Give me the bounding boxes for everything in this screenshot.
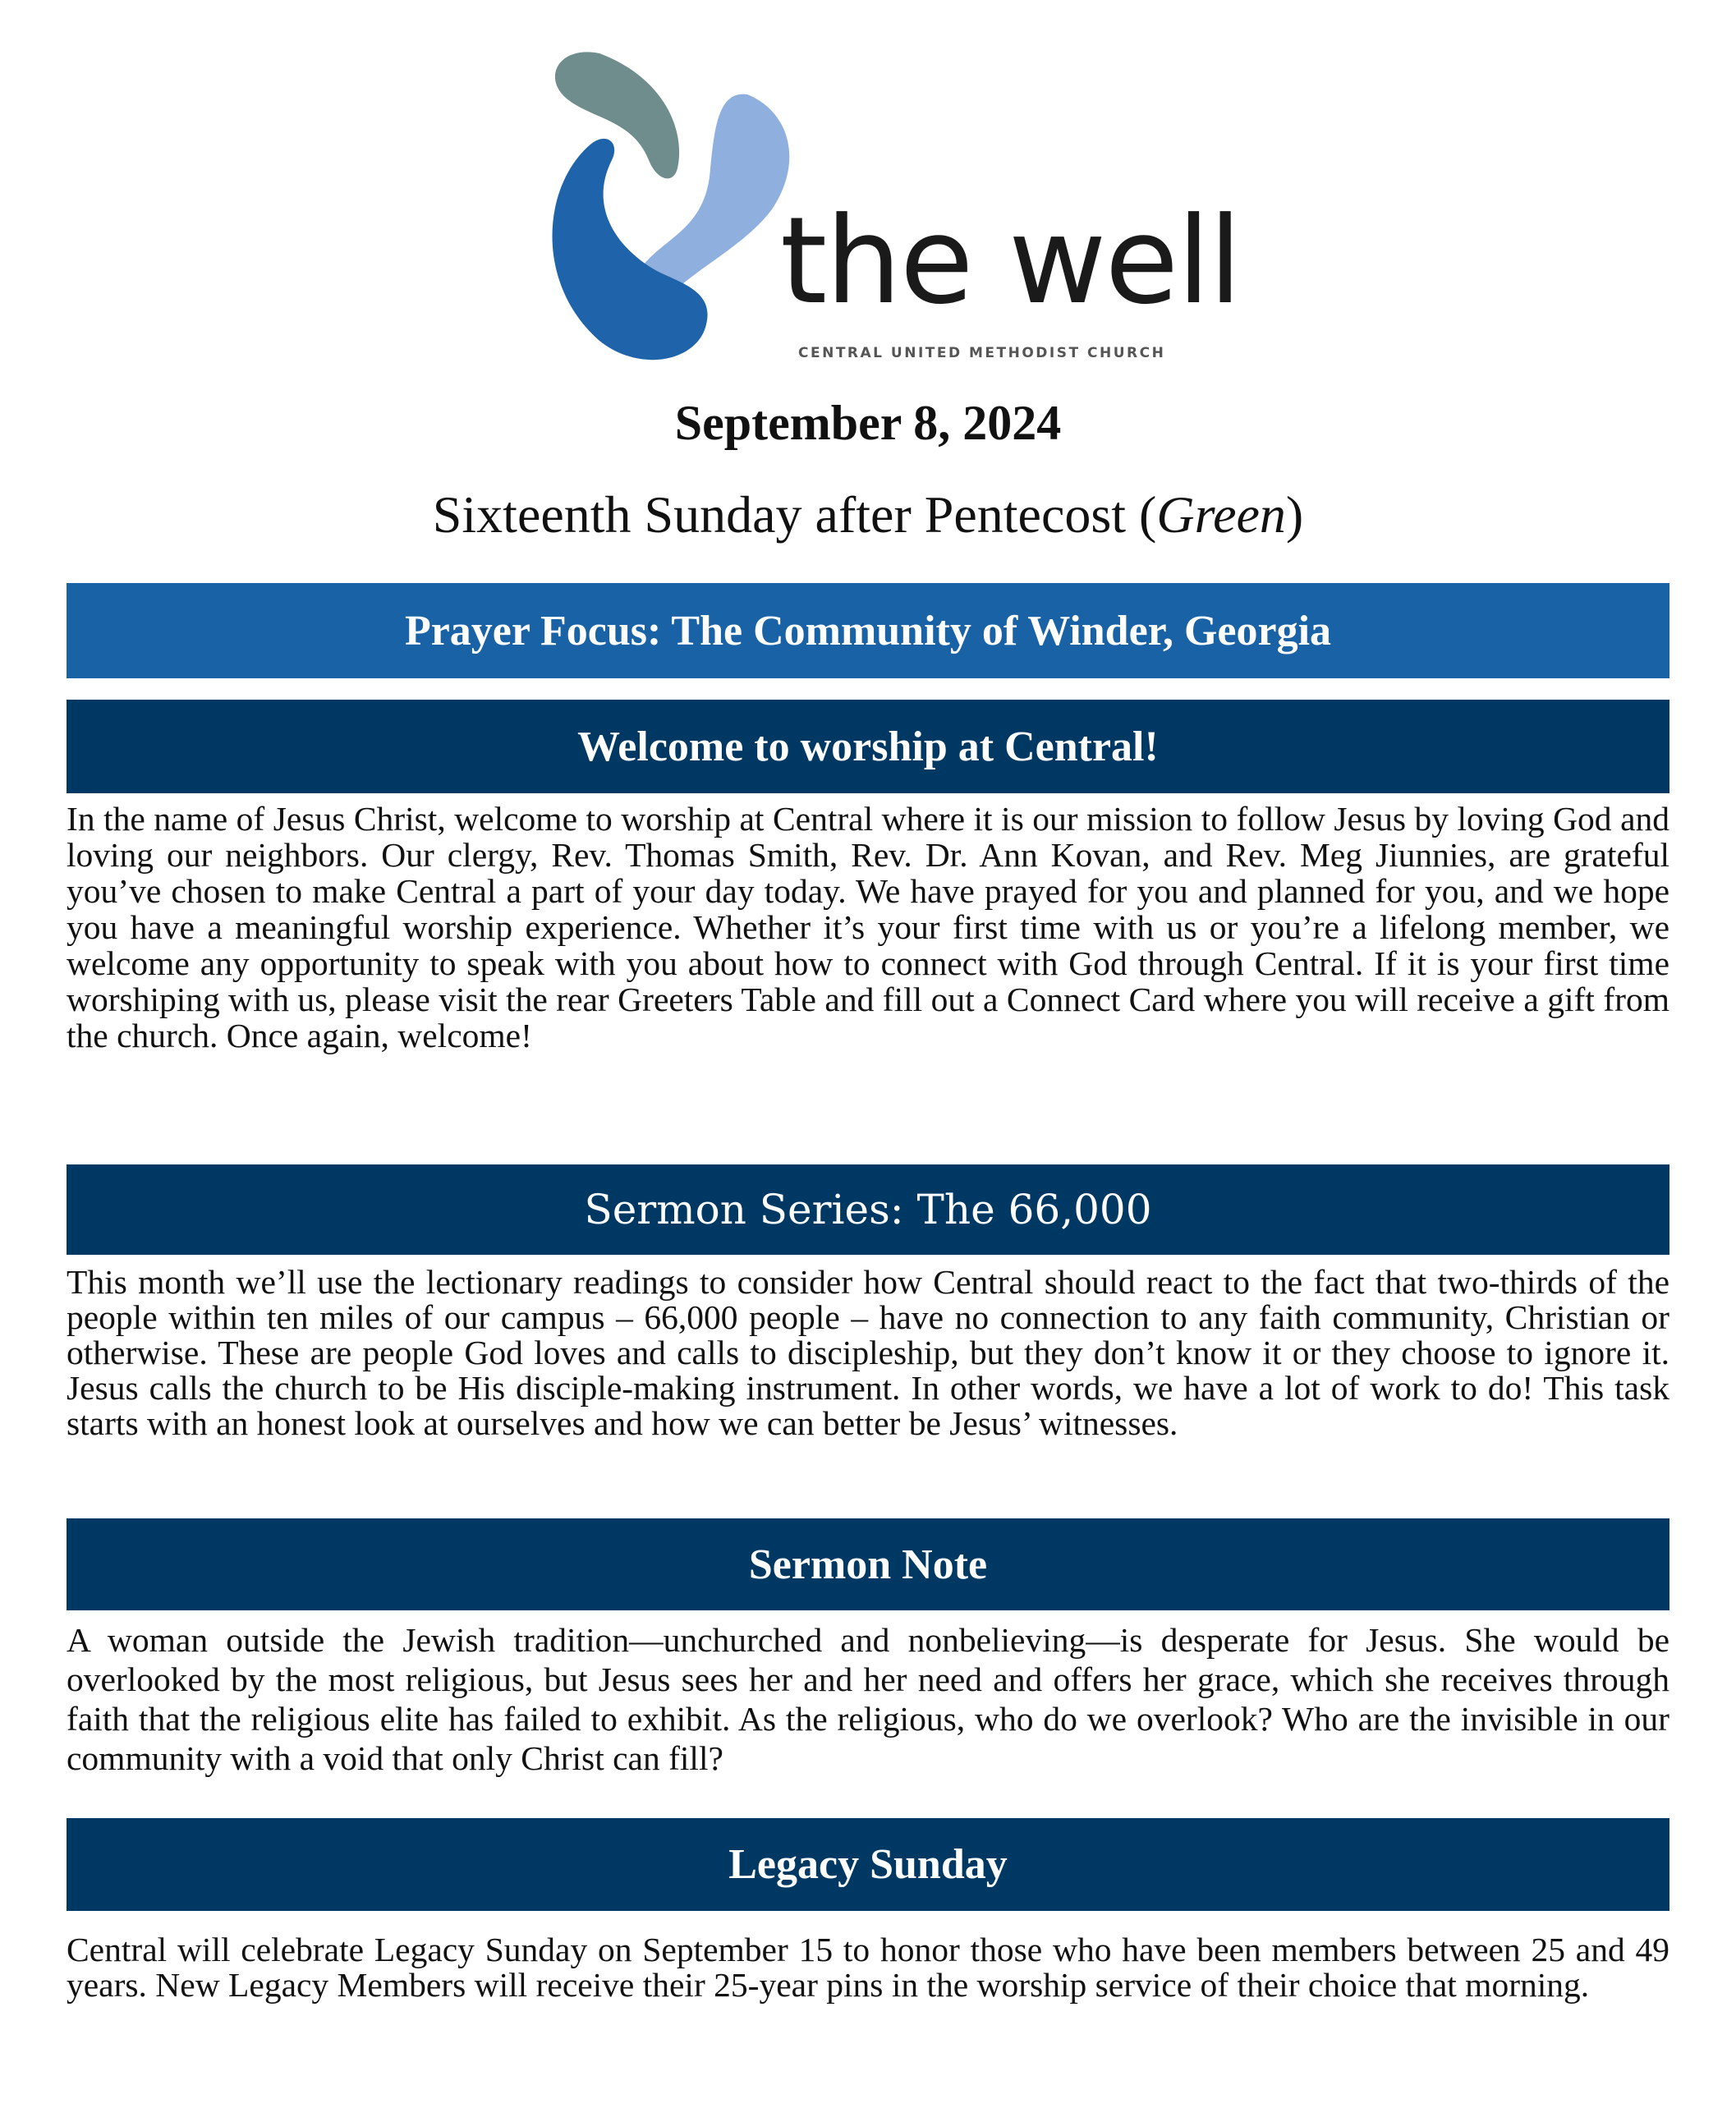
liturgical-color: Green: [1156, 485, 1286, 544]
liturgical-day-close: ): [1285, 485, 1304, 544]
liturgical-day: [0, 485, 1736, 544]
logo-subtitle: CENTRAL UNITED METHODIST CHURCH: [798, 345, 1166, 361]
water-drops-logo-icon: [542, 45, 805, 365]
welcome-body: In the name of Jesus Christ, welcome to worship at Central where it is our mission to follow Jesus by loving God and loving our neighbors. Our clergy, Rev. Thomas Smith, Rev. Dr. Ann Kovan, and Rev. Meg Jiunnies, are grateful you’ve chosen to make Central a part of your day today. We have prayed for you and planned for you, and we hope you have a meaningful worship experience. Whether it’s your first time with us or you’re a lifelong member, we welcome any opportunity to speak with you about how to connect with God through Central. If it is your first time worshiping with us, please visit the rear Greeters Table and fill out a Connect Card where you will receive a gift from the church. Once again, welcome!: [67, 800, 1669, 1054]
logo-drop-gray: [555, 52, 679, 178]
logo-wordmark: the well: [780, 191, 1241, 331]
bulletin-date: September 8, 2024: [674, 396, 1062, 450]
church-logo: [542, 45, 1241, 374]
prayer-focus-heading: Prayer Focus: The Community of Winder, Georgia: [67, 583, 1669, 678]
legacy-sunday-heading: Legacy Sunday: [67, 1818, 1669, 1911]
sermon-series-body: This month we’ll use the lectionary readings to consider how Central should react to the fact that two-thirds of the people within ten miles of our campus – 66,000 people – have no connection to any faith community, Christian or otherwise. These are people God loves and calls to discipleship, but they don’t know it or they choose to ignore it. Jesus calls the church to be His disciple-making instrument. In other words, we have a lot of work to do! This task starts with an honest look at ourselves and how we can better be Jesus’ witnesses.: [67, 1263, 1669, 1442]
sermon-note-heading: Sermon Note: [67, 1518, 1669, 1610]
liturgical-day-text: Sixteenth Sunday after Pentecost (: [432, 485, 1157, 544]
welcome-heading: Welcome to worship at Central!: [67, 700, 1669, 793]
legacy-sunday-body: Central will celebrate Legacy Sunday on September 15 to honor those who have been members between 25 and 49 years. New Legacy Members will receive their 25-year pins in the worship service of their choice that morning.: [67, 1931, 1669, 2004]
sermon-note-body: A woman outside the Jewish tradition—unchurched and nonbelieving—is desperate for Jesus. She would be overlooked by the most religious, but Jesus sees her and her need and offers her grace, which she receives through faith that the religious elite has failed to exhibit. As the religious, who do we overlook? Who are the invisible in our community with a void that only Christ can fill?: [67, 1621, 1669, 1777]
sermon-series-heading: Sermon Series: The 66,000: [67, 1164, 1669, 1255]
